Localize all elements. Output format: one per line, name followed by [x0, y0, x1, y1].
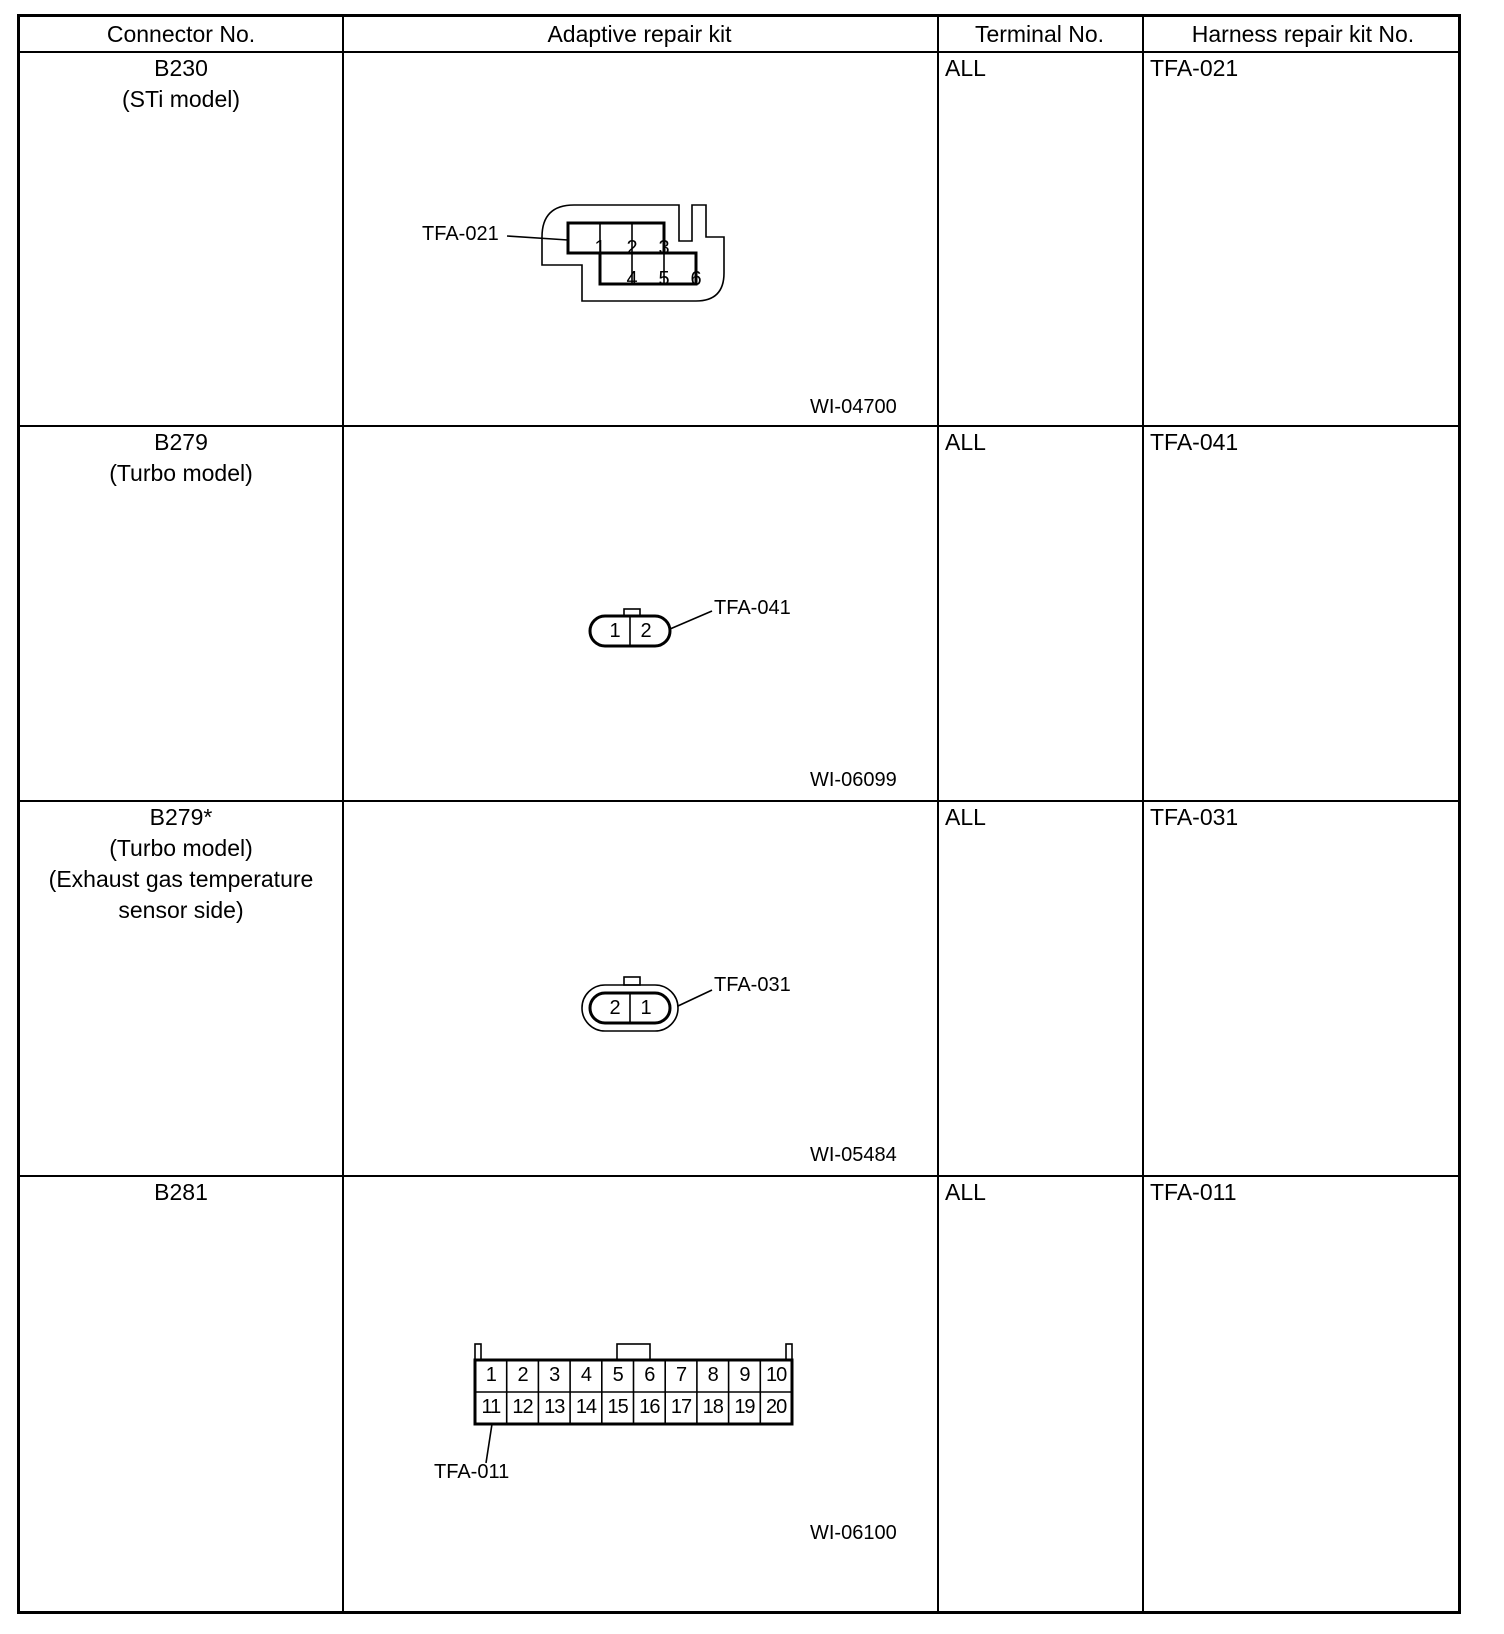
- connector-note: (Turbo model): [109, 460, 253, 486]
- column-divider: [937, 17, 939, 1611]
- pin-label: 6: [644, 1364, 655, 1386]
- connector-table: [17, 14, 1461, 1614]
- harness-kit-no: TFA-011: [1150, 1179, 1237, 1205]
- pin-label: 5: [612, 1364, 623, 1386]
- connector-cell: [20, 427, 342, 489]
- figure-callout: TFA-041: [714, 597, 791, 619]
- pin-label: 1: [640, 997, 652, 1019]
- pin-label: 1: [594, 237, 606, 259]
- pin-label: 7: [675, 1364, 687, 1386]
- pin-label: 2: [517, 1364, 528, 1386]
- pin-label: 2: [609, 997, 621, 1019]
- pin-label: 15: [607, 1396, 628, 1418]
- connector-note: sensor side): [118, 897, 244, 923]
- figure-callout: TFA-031: [714, 974, 791, 996]
- pin-label: 2: [626, 237, 638, 259]
- pin-label: 1: [609, 620, 621, 642]
- pin-label: 9: [739, 1364, 750, 1386]
- figure-callout: TFA-011: [434, 1461, 510, 1483]
- connector-figure: [342, 802, 937, 1175]
- connector-no: B279: [154, 429, 208, 455]
- figure-code: WI-06100: [810, 1522, 897, 1544]
- connector-no: B281: [154, 1179, 208, 1205]
- terminal-no: ALL: [945, 55, 986, 81]
- pin-label: 4: [626, 268, 638, 290]
- pin-label: 2: [640, 620, 652, 642]
- terminal-no: ALL: [945, 804, 986, 830]
- connector-cell: [20, 802, 342, 926]
- connector-2pin-drawing: [342, 427, 937, 800]
- connector-cell: [20, 53, 342, 115]
- figure-code: WI-05484: [810, 1144, 897, 1166]
- pin-label: 19: [734, 1396, 755, 1418]
- terminal-no: ALL: [945, 1179, 986, 1205]
- pin-label: 4: [580, 1364, 591, 1386]
- connector-2pin-drawing: [342, 802, 937, 1175]
- pin-label: 18: [702, 1396, 723, 1418]
- pin-label: 5: [658, 268, 670, 290]
- header-harness-repair-kit-no: Harness repair kit No.: [1191, 20, 1415, 47]
- harness-kit-no: TFA-041: [1150, 429, 1239, 455]
- harness-kit-no: TFA-021: [1150, 55, 1239, 81]
- figure-callout: TFA-021: [422, 223, 499, 245]
- connector-note: (Turbo model): [109, 835, 253, 861]
- column-divider: [1142, 17, 1144, 1611]
- connector-figure: [342, 427, 937, 800]
- connector-no: B230: [154, 55, 208, 81]
- pin-label: 3: [658, 237, 670, 259]
- pin-label: 11: [481, 1396, 501, 1418]
- pin-label: 6: [690, 268, 702, 290]
- harness-kit-no: TFA-031: [1150, 804, 1239, 830]
- connector-no: B279*: [149, 804, 213, 830]
- pin-label: 8: [707, 1364, 718, 1386]
- connector-note: (STi model): [122, 86, 240, 112]
- pin-label: 20: [766, 1396, 787, 1418]
- connector-note: (Exhaust gas temperature: [48, 866, 314, 892]
- figure-code: WI-04700: [810, 396, 897, 418]
- pin-label: 12: [512, 1396, 533, 1418]
- header-terminal-no: Terminal No.: [974, 20, 1105, 47]
- connector-figure: [342, 53, 937, 425]
- pin-label: 3: [549, 1364, 560, 1386]
- pin-label: 14: [575, 1396, 597, 1418]
- header-connector-no: Connector No.: [106, 20, 256, 47]
- pin-label: 10: [766, 1364, 787, 1386]
- connector-cell: [20, 1177, 342, 1208]
- terminal-no: ALL: [945, 429, 986, 455]
- pin-label: 1: [485, 1364, 496, 1386]
- connector-figure: [342, 1177, 937, 1614]
- pin-label: 17: [670, 1396, 692, 1418]
- pin-label: 16: [639, 1396, 660, 1418]
- figure-code: WI-06099: [810, 769, 897, 791]
- header-adaptive-repair-kit: Adaptive repair kit: [547, 20, 732, 47]
- pin-label: 13: [544, 1396, 565, 1418]
